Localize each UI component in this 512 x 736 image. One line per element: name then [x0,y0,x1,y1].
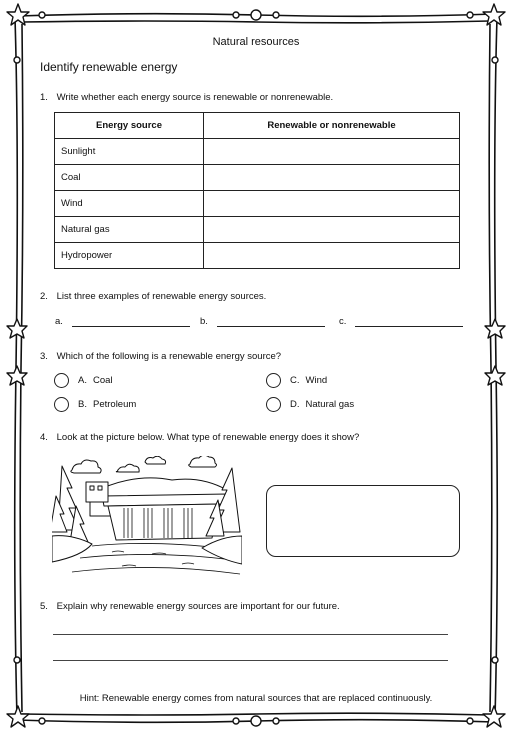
energy-source-cell: Natural gas [55,217,204,243]
radio-circle-icon[interactable] [54,397,69,412]
page-title: Natural resources [212,36,300,48]
table-row [55,243,460,269]
question-1 [40,92,333,103]
hydroelectric-dam-icon [52,456,242,580]
radio-circle-icon[interactable] [266,373,281,388]
option-label: Natural gas [305,399,355,410]
energy-source-cell: Coal [55,165,204,191]
blank-label: a. [55,316,63,327]
energy-source-cell: Hydropower [55,243,204,269]
energy-source-cell: Wind [55,191,204,217]
energy-source-table [54,112,460,269]
answer-blank-a[interactable] [55,316,190,327]
answer-cell[interactable] [204,165,460,191]
answer-box[interactable] [266,485,460,557]
question-number: 5. [40,601,48,612]
hint-text: Hint: Renewable energy comes from natural sources that are replaced continuously. [79,693,433,704]
question-5 [40,601,340,612]
writing-line[interactable] [53,660,448,661]
option-a[interactable] [54,373,113,388]
option-c[interactable] [266,373,327,388]
worksheet-subtitle: Identify renewable energy [40,60,178,74]
option-d[interactable] [266,397,354,412]
answer-cell[interactable] [204,191,460,217]
question-text: Explain why renewable energy sources are important for our future. [56,601,340,612]
question-text: Which of the following is a renewable energy source? [56,351,282,362]
blank-label: b. [200,316,208,327]
option-letter: D. [290,399,300,410]
answer-blank-b[interactable] [200,316,325,327]
question-4 [40,432,359,443]
question-text: List three examples of renewable energy sources. [56,291,267,302]
radio-circle-icon[interactable] [266,397,281,412]
option-label: Petroleum [92,399,137,410]
question-3 [40,351,281,362]
column-header: Energy source [55,113,204,139]
option-b[interactable] [54,397,136,412]
question-number: 3. [40,351,48,362]
question-text: Write whether each energy source is renewable or nonrenewable. [56,92,334,103]
question-number: 4. [40,432,48,443]
table-row [55,217,460,243]
radio-circle-icon[interactable] [54,373,69,388]
table-row [55,165,460,191]
answer-blank-c[interactable] [339,316,463,327]
question-number: 2. [40,291,48,302]
question-text: Look at the picture below. What type of renewable energy does it show? [56,432,360,443]
option-label: Coal [92,375,113,386]
option-letter: B. [78,399,87,410]
answer-line[interactable] [72,316,190,327]
table-row [55,191,460,217]
column-header: Renewable or nonrenewable [204,113,460,139]
energy-source-cell: Sunlight [55,139,204,165]
option-label: Wind [305,375,328,386]
answer-cell[interactable] [204,139,460,165]
answer-cell[interactable] [204,217,460,243]
option-letter: C. [290,375,300,386]
writing-line[interactable] [53,634,448,635]
answer-line[interactable] [217,316,325,327]
question-2 [40,291,266,302]
option-letter: A. [78,375,87,386]
blank-label: c. [339,316,347,327]
answer-line[interactable] [355,316,463,327]
table-row [55,139,460,165]
question-number: 1. [40,92,48,103]
answer-cell[interactable] [204,243,460,269]
